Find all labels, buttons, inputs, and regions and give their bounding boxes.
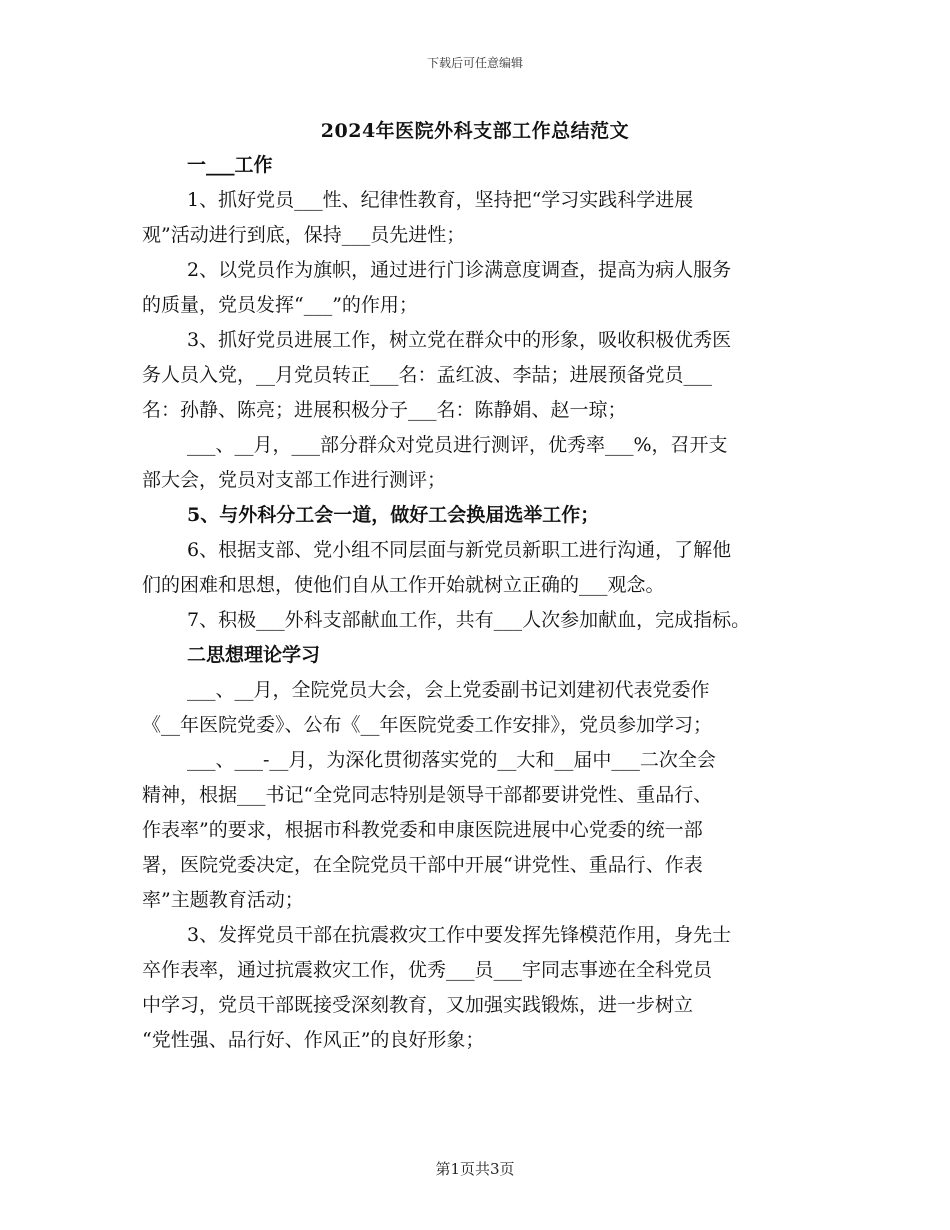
paragraph-line: 名：孙静、陈亮；进展积极分子___名：陈静娟、赵一琼；: [142, 399, 627, 421]
paragraph-line: ___、___-__月，为深化贯彻落实党的__大和__届中___二次全会: [187, 749, 716, 771]
paragraph-line: 1、抓好党员___性、纪律性教育，坚持把“学习实践科学进展: [187, 189, 694, 211]
paragraph-line: 卒作表率，通过抗震救灾工作，优秀___员___宇同志事迹在全科党员: [142, 959, 713, 981]
paragraph-line: 3、抓好党员进展工作，树立党在群众中的形象，吸收积极优秀医: [187, 329, 732, 351]
page-footer: 第1页共3页: [435, 1160, 515, 1178]
paragraph-line: 《__年医院党委》、公布《__年医院党委工作安排》，党员参加学习；: [142, 714, 713, 736]
paragraph-line: 率”主题教育活动；: [142, 889, 304, 911]
document-body: [142, 148, 822, 1058]
paragraph-line: ___、__月，___部分群众对党员进行测评，优秀率___%，召开支: [187, 434, 728, 456]
paragraph-line: 7、积极___外科支部献血工作，共有___人次参加献血，完成指标。: [187, 609, 751, 631]
paragraph-line: 署，医院党委决定，在全院党员干部中开展“讲党性、重品行、作表: [142, 854, 703, 876]
paragraph-line: 务人员入党，__月党员转正___名：孟红波、李喆；进展预备党员___: [142, 364, 713, 386]
paragraph-line: 作表率”的要求，根据市科教党委和申康医院进展中心党委的统一部: [142, 819, 703, 841]
paragraph-line: 部大会，党员对支部工作进行测评；: [142, 469, 447, 491]
paragraph-line: 们的困难和思想，使他们自从工作开始就树立正确的___观念。: [142, 574, 665, 596]
paragraph-line: 2、以党员作为旗帜，通过进行门诊满意度调查，提高为病人服务: [187, 259, 732, 281]
header-note: 下载后可任意编辑: [426, 56, 523, 70]
document-title: 2024年医院外科支部工作总结范文: [320, 120, 630, 142]
section-heading: 一___工作: [187, 154, 273, 176]
paragraph-line: 观”活动进行到底，保持___员先进性；: [142, 224, 466, 246]
paragraph-line: 的质量，党员发挥“___”的作用；: [142, 294, 418, 316]
paragraph-line: “党性强、品行好、作风正”的良好形象；: [142, 1029, 485, 1051]
section-heading: 二思想理论学习: [187, 644, 321, 666]
paragraph-line: 中学习，党员干部既接受深刻教育，又加强实践锻炼，进一步树立: [142, 994, 694, 1016]
paragraph-line: 6、根据支部、党小组不同层面与新党员新职工进行沟通，了解他: [187, 539, 732, 561]
paragraph-line: 精神，根据___书记“全党同志特别是领导干部都要讲党性、重品行、: [142, 784, 713, 806]
section-heading: 5、与外科分工会一道，做好工会换届选举工作；: [187, 504, 600, 526]
paragraph-line: ___、__月，全院党员大会，会上党委副书记刘建初代表党委作: [187, 679, 710, 701]
paragraph-line: 3、发挥党员干部在抗震救灾工作中要发挥先锋模范作用，身先士: [187, 924, 732, 946]
